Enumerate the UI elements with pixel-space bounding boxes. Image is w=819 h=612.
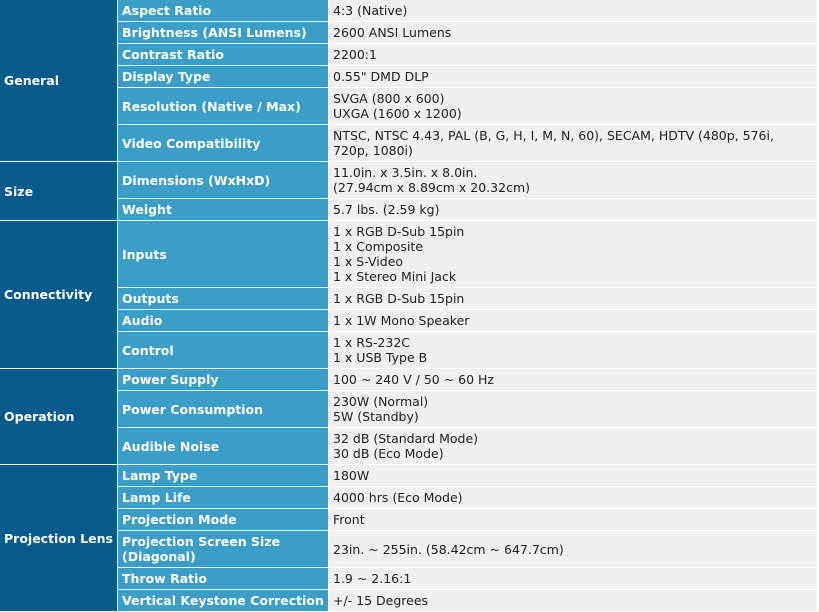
spec-label-cell (118, 369, 328, 390)
spec-value-cell (329, 199, 817, 220)
category-cell: General (0, 0, 117, 161)
spec-value: 180W (333, 468, 370, 483)
spec-value: 230W (Normal) (333, 394, 429, 409)
spec-label: Dimensions (WxHxD) (122, 172, 271, 188)
spec-value: 4000 hrs (Eco Mode) (333, 490, 463, 505)
category-cell: Projection Lens (0, 465, 117, 611)
category-cell: Operation (0, 369, 117, 464)
spec-label-cell (118, 66, 328, 87)
spec-value: 0.55" DMD DLP (333, 69, 429, 84)
spec-value: 5.7 lbs. (2.59 kg) (333, 202, 440, 217)
spec-label-cell (118, 310, 328, 331)
spec-row (0, 125, 817, 161)
spec-label: Projection Screen Size (122, 534, 281, 549)
spec-value: 11.0in. x 3.5in. x 8.0in. (333, 165, 478, 180)
spec-value: 720p, 1080i) (333, 143, 413, 158)
spec-row (0, 391, 817, 427)
spec-label-cell (118, 199, 328, 220)
spec-value: 32 dB (Standard Mode) (333, 431, 479, 446)
spec-label: Lamp Type (122, 468, 198, 483)
spec-label-cell (118, 44, 328, 65)
spec-row (0, 221, 817, 287)
spec-label: Resolution (Native / Max) (122, 98, 301, 114)
spec-value: 5W (Standby) (333, 409, 419, 424)
spec-row (0, 531, 817, 567)
spec-value-cell (329, 0, 817, 21)
spec-label-cell (118, 88, 328, 124)
spec-value-cell (329, 509, 817, 530)
spec-label: Projection Mode (122, 512, 237, 527)
spec-label: Throw Ratio (122, 571, 207, 586)
spec-row (0, 22, 817, 43)
spec-label-cell (118, 22, 328, 43)
spec-value-cell (329, 66, 817, 87)
spec-value: 1 x 1W Mono Speaker (333, 313, 470, 328)
spec-label-cell (118, 531, 328, 567)
spec-label: Display Type (122, 69, 211, 84)
spec-value-cell (329, 288, 817, 309)
spec-label: Vertical Keystone Correction (122, 593, 324, 608)
spec-label-cell (118, 391, 328, 427)
spec-row (0, 162, 817, 198)
spec-label: Audible Noise (122, 438, 220, 454)
spec-value-cell (329, 391, 817, 427)
spec-value: 1 x RGB D-Sub 15pin (333, 291, 465, 306)
spec-label: Lamp Life (122, 490, 191, 505)
spec-value: SVGA (800 x 600) (333, 91, 445, 106)
spec-label-cell (118, 465, 328, 486)
spec-value-cell (329, 44, 817, 65)
spec-label-cell (118, 125, 328, 161)
spec-value: 4:3 (Native) (333, 3, 408, 18)
spec-row (0, 44, 817, 65)
spec-value-cell (329, 310, 817, 331)
spec-label-cell (118, 0, 328, 21)
spec-value-cell (329, 465, 817, 486)
spec-label-cell (118, 428, 328, 464)
spec-label-cell (118, 568, 328, 589)
spec-row (0, 66, 817, 87)
spec-value-cell (329, 88, 817, 124)
spec-value: NTSC, NTSC 4.43, PAL (B, G, H, I, M, N, 60), SECAM, HDTV (480p, 576i, (333, 128, 774, 143)
spec-label-cell (118, 332, 328, 368)
spec-value: 1 x RS-232C (333, 335, 411, 350)
spec-label-cell (118, 590, 328, 611)
spec-row (0, 369, 817, 390)
spec-value: 2200:1 (333, 47, 377, 62)
spec-row (0, 487, 817, 508)
spec-label: Video Compatibility (122, 135, 261, 151)
spec-label: Brightness (ANSI Lumens) (122, 25, 307, 40)
spec-label-cell (118, 509, 328, 530)
spec-value: 1.9 ~ 2.16:1 (333, 571, 412, 586)
spec-row (0, 509, 817, 530)
spec-value: +/- 15 Degrees (333, 593, 429, 608)
spec-label: Outputs (122, 291, 179, 306)
spec-row (0, 590, 817, 611)
spec-value-cell (329, 22, 817, 43)
spec-row (0, 88, 817, 124)
spec-value: 100 ~ 240 V / 50 ~ 60 Hz (333, 372, 494, 387)
spec-label: Weight (122, 202, 172, 217)
spec-label: Power Supply (122, 372, 219, 387)
spec-label: Contrast Ratio (122, 47, 224, 62)
spec-value: 1 x Composite (333, 239, 424, 254)
spec-value-cell (329, 487, 817, 508)
spec-label: Control (122, 342, 174, 358)
spec-label: Inputs (122, 246, 167, 262)
spec-row (0, 465, 817, 486)
spec-value: Front (333, 512, 365, 527)
spec-label: Audio (122, 313, 163, 328)
spec-label: Power Consumption (122, 401, 264, 417)
spec-value-cell (329, 125, 817, 161)
spec-label-cell (118, 288, 328, 309)
spec-value: UXGA (1600 x 1200) (333, 106, 462, 121)
spec-value: 23in. ~ 255in. (58.42cm ~ 647.7cm) (333, 541, 564, 557)
category-cell: Size (0, 162, 117, 220)
spec-label: (Diagonal) (122, 549, 196, 564)
spec-value: 1 x S-Video (333, 254, 404, 269)
spec-label-cell (118, 221, 328, 287)
spec-row (0, 428, 817, 464)
spec-row (0, 199, 817, 220)
spec-value-cell (329, 369, 817, 390)
category-cell: Connectivity (0, 221, 117, 368)
spec-value: (27.94cm x 8.89cm x 20.32cm) (333, 180, 530, 195)
spec-label-cell (118, 162, 328, 198)
spec-value: 2600 ANSI Lumens (333, 25, 452, 40)
spec-value: 30 dB (Eco Mode) (333, 446, 444, 461)
spec-row (0, 310, 817, 331)
spec-value-cell (329, 531, 817, 567)
spec-value: 1 x Stereo Mini Jack (333, 269, 457, 284)
spec-row (0, 568, 817, 589)
spec-row (0, 332, 817, 368)
spec-row (0, 0, 817, 21)
spec-row (0, 288, 817, 309)
spec-value-cell (329, 221, 817, 287)
spec-value-cell (329, 428, 817, 464)
spec-label: Aspect Ratio (122, 3, 212, 18)
spec-value-cell (329, 568, 817, 589)
spec-value: 1 x USB Type B (333, 350, 428, 365)
spec-value-cell (329, 332, 817, 368)
spec-value: 1 x RGB D-Sub 15pin (333, 224, 465, 239)
spec-value-cell (329, 590, 817, 611)
spec-value-cell (329, 162, 817, 198)
spec-label-cell (118, 487, 328, 508)
